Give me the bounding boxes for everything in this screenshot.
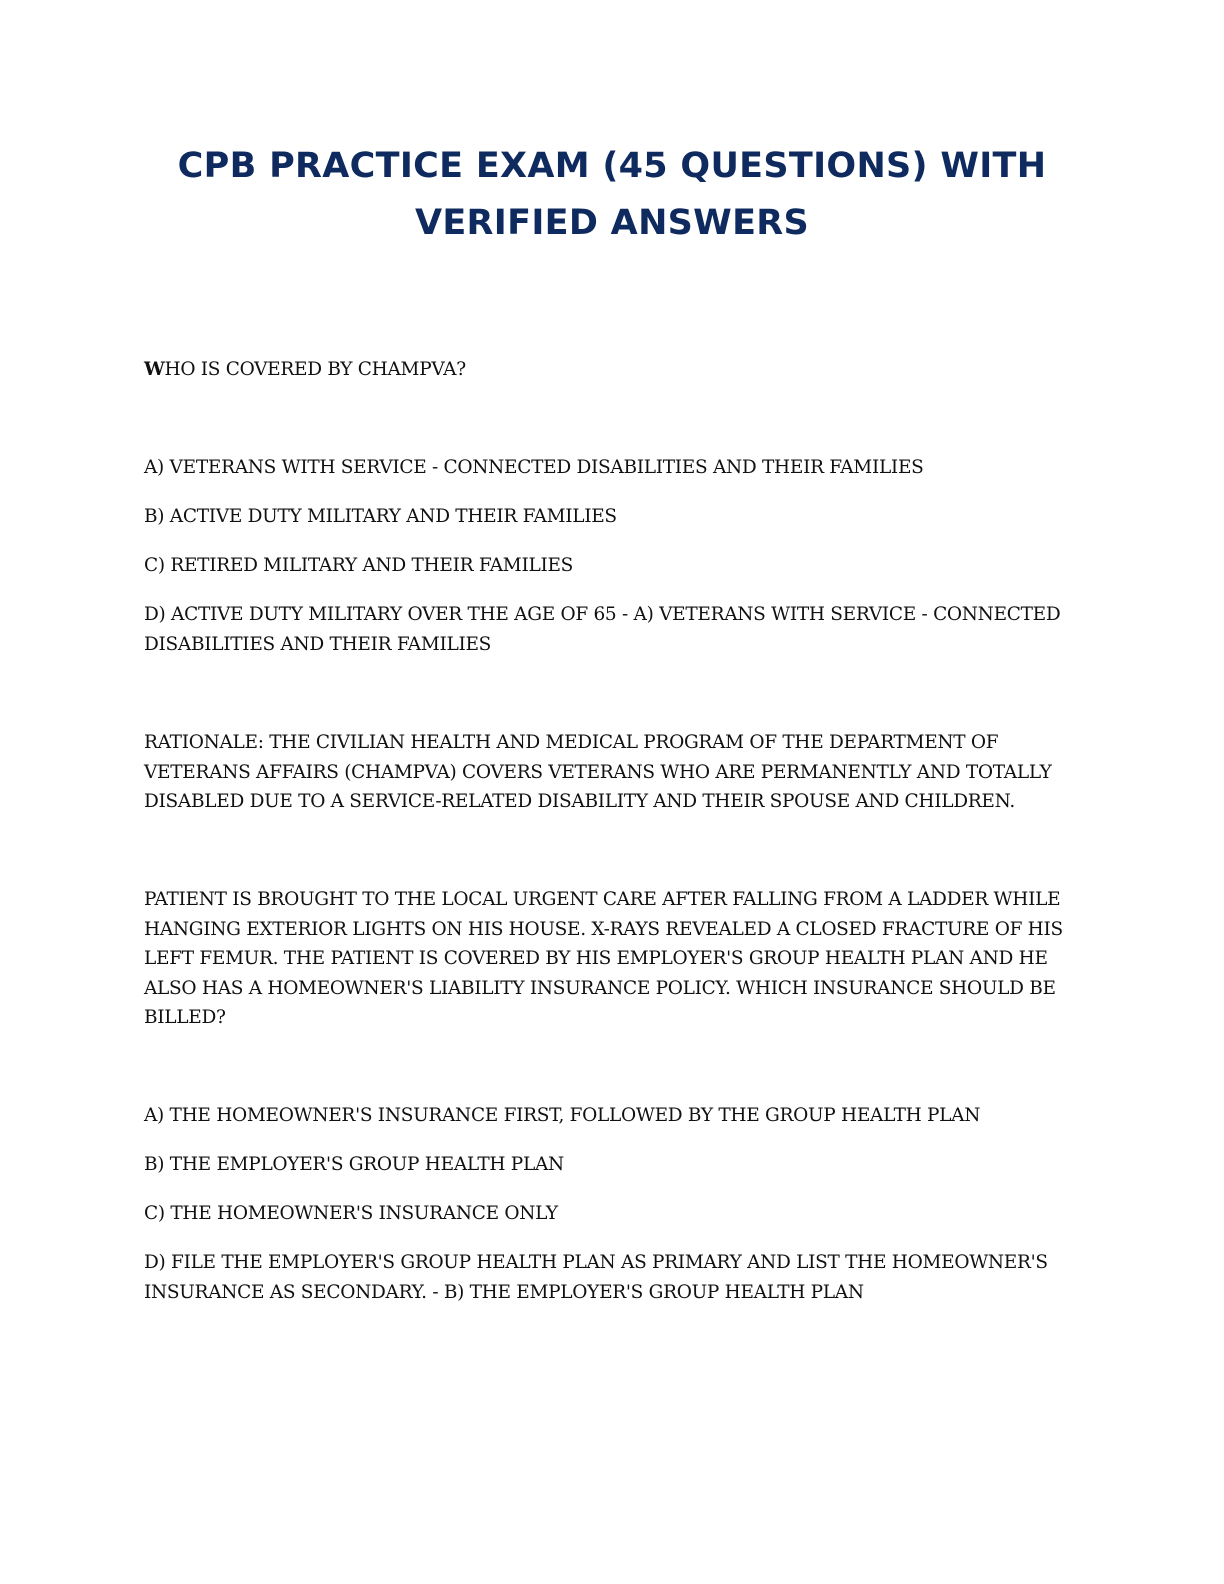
question-1-text-rest: HO IS COVERED BY CHAMPVA? — [164, 359, 466, 380]
question-1-first-letter: W — [144, 359, 165, 380]
question-2-option-a: A) THE HOMEOWNER'S INSURANCE FIRST, FOLLOWED BY THE GROUP HEALTH PLAN — [144, 1105, 981, 1126]
question-2-option-b: B) THE EMPLOYER'S GROUP HEALTH PLAN — [144, 1154, 564, 1175]
question-2-text: PATIENT IS BROUGHT TO THE LOCAL URGENT CARE AFTER FALLING FROM A LADDER WHILE HANGING EXTERIOR LIGHTS ON HIS HOUSE. X-RAYS REVEALED A CLOSED FRACTURE OF HIS LEFT FEMUR. THE PATIENT IS COVERED BY HIS EMPLOYER'S GROUP HEALTH PLAN AND HE ALSO HAS A HOMEOWNER'S LIABILITY INSURANCE POLICY. WHICH INSURANCE SHOULD BE BILLED? — [144, 889, 1063, 1028]
question-1-option-c: C) RETIRED MILITARY AND THEIR FAMILIES — [144, 555, 574, 576]
question-1-option-b: B) ACTIVE DUTY MILITARY AND THEIR FAMILIES — [144, 506, 617, 527]
document-title — [120, 138, 1104, 252]
question-1-rationale: RATIONALE: THE CIVILIAN HEALTH AND MEDICAL PROGRAM OF THE DEPARTMENT OF VETERANS AFFAIRS (CHAMPVA) COVERS VETERANS WHO ARE PERMANENTLY AND TOTALLY DISABLED DUE TO A SERVICE-RELATED DISABILITY AND THEIR SPOUSE AND CHILDREN. — [144, 732, 1052, 812]
question-1-text — [144, 355, 1084, 385]
title-line-2: VERIFIED ANSWERS — [414, 203, 810, 243]
title-line-1: CPB PRACTICE EXAM (45 QUESTIONS) WITH — [177, 146, 1047, 186]
question-2-option-c: C) THE HOMEOWNER'S INSURANCE ONLY — [144, 1203, 558, 1224]
question-1-option-d: D) ACTIVE DUTY MILITARY OVER THE AGE OF 65 - A) VETERANS WITH SERVICE - CONNECTED DISABILITIES AND THEIR FAMILIES — [144, 604, 1061, 655]
question-1-option-a: A) VETERANS WITH SERVICE - CONNECTED DISABILITIES AND THEIR FAMILIES — [144, 457, 924, 478]
question-2-option-d: D) FILE THE EMPLOYER'S GROUP HEALTH PLAN AS PRIMARY AND LIST THE HOMEOWNER'S INSURANCE AS SECONDARY. - B) THE EMPLOYER'S GROUP HEALTH PLAN — [144, 1252, 1048, 1303]
